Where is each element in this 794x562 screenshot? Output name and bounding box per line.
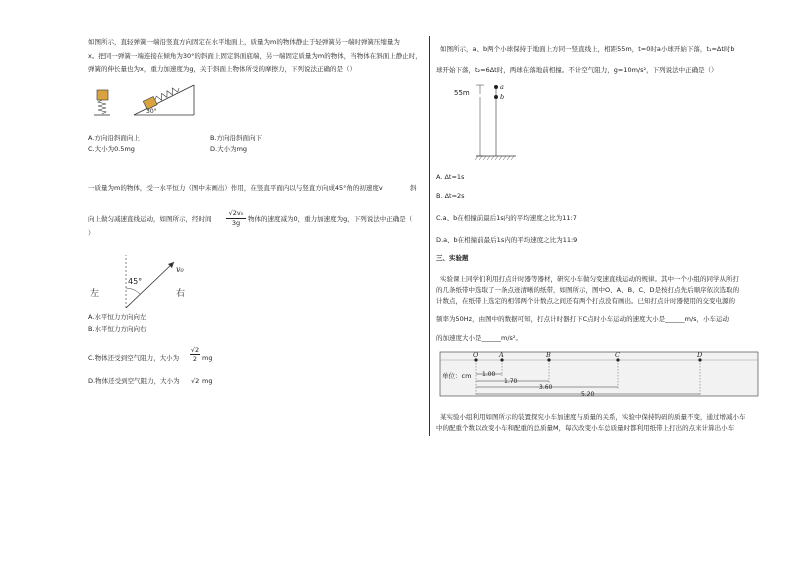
spring-icon <box>98 100 106 114</box>
q4-line5: 的加速度大小是______m/s²。 <box>436 334 523 342</box>
tape-unit: 单位：cm <box>442 372 472 380</box>
tape-label-d: D <box>697 351 703 359</box>
distance-ob: 1.70 <box>504 378 518 385</box>
q4-line4: 频率为50Hz，由图中的数据可知，打点计时器打下C点时小车运动的速度大小是______m/s，小车运动 <box>436 315 730 323</box>
q3-option-a: A. Δt=1s <box>436 173 465 181</box>
q4-line3: 计数点，在纸带上选定的相邻两个计数点之间还有两个打点没有画出。已知打点计时器使用的交变电源的 <box>436 297 735 305</box>
q2-option-d-post: mg <box>202 377 213 385</box>
q1-option-c: C.大小为0.5mg <box>88 145 135 153</box>
q2-option-c-post: mg <box>202 354 213 362</box>
distance-od: 5.20 <box>581 391 595 398</box>
ball-a-icon <box>494 85 498 89</box>
q3-option-b: B. Δt=2s <box>436 192 465 200</box>
incline-surface <box>134 85 194 115</box>
left-label: 左 <box>90 289 100 299</box>
q2-line1b: 斜 <box>410 184 417 192</box>
q5-line1: 某实验小组利用如图所示的装置探究小车加速度与质量的关系，实验中保持钩码的质量不变，通过增减小车 <box>440 413 746 421</box>
q2-velocity-diagram <box>88 250 198 320</box>
q2-line2b: 物体的速度减为0，重力加速度为g，下列说法中正确是（ <box>248 215 413 223</box>
right-label: 右 <box>176 289 186 299</box>
q2-line2a: 向上做匀减速直线运动，如图所示，经时间 <box>88 215 212 223</box>
q2-fraction-den: 3g <box>231 219 241 227</box>
ball-a-label: a <box>500 83 504 91</box>
q1-spring-diagram <box>94 80 204 125</box>
q3-option-d: D.a、b在相撞前最后1s内的平均速度之比为11:9 <box>436 236 578 244</box>
tape-label-c: C <box>615 351 620 359</box>
tape-label-o: O <box>473 351 479 359</box>
q2-fraction-num: √2v₀ <box>228 209 244 217</box>
q1-line3: 弹簧的伸长量也为x，重力加速度为g，关于斜面上物体所受的摩擦力，下列说法正确的是（） <box>88 65 356 73</box>
q4-line2: 的几条纸带中选取了一条点迹清晰的纸带，如图所示，图中O、A、B、C、D是按打点先后顺序依次选取的 <box>436 286 740 294</box>
q1-option-a: A.方向沿斜面向上 <box>88 134 140 142</box>
q3-line2: 球开始下落，t₂=6Δt时，两球在落地前相撞。不计空气阻力，g=10m/s²，下列说法中正确是（） <box>436 66 718 74</box>
angle-label: 30° <box>146 108 157 115</box>
q1-option-b: B.方向沿斜面向下 <box>210 134 263 142</box>
q2-option-c-pre: C.物体还受到空气阻力，大小为 <box>88 354 180 362</box>
q3-balls-diagram <box>454 82 534 162</box>
ball-b-label: b <box>500 93 505 101</box>
tape-label-b: B <box>546 351 551 359</box>
distance-oa: 1.00 <box>482 371 496 378</box>
v0-label: v₀ <box>176 265 184 274</box>
q2-option-a: A.水平恒力方向向左 <box>88 313 147 321</box>
q2-option-b: B.水平恒力方向向右 <box>88 325 147 333</box>
height-label: 55m <box>454 89 470 97</box>
q1-line2: x。把同一弹簧一端连接在倾角为30°的斜面上固定斜面底端，另一端固定质量为m的物体，当物体在斜面上静止时， <box>88 52 422 60</box>
paper-tape-diagram <box>436 348 761 403</box>
block-icon <box>97 90 108 100</box>
q2-option-c-den: 2 <box>192 355 198 363</box>
q2-option-d-pre: D.物体还受到空气阻力，大小为 <box>88 377 180 385</box>
q5-line2: 中的配重个数以改变小车和配重的总质量M，每次改变小车总质量时都利用纸带上打出的点来计算出小车 <box>436 424 735 432</box>
q2-line1a: 一质量为m的物体，受一水平恒力（图中未画出）作用，在竖直平面内以与竖直方向成45°角的初速度v <box>88 184 383 192</box>
section-title: 三、实验题 <box>436 254 469 262</box>
q2-line3: ） <box>88 229 95 237</box>
column-divider <box>429 36 430 436</box>
q1-option-d: D.大小为mg <box>210 145 248 153</box>
tape-label-a: A <box>499 351 504 359</box>
distance-oc: 3.60 <box>539 384 553 391</box>
angle-45-label: 45° <box>128 277 143 286</box>
q4-line1: 实验课上同学们利用打点计时器等器材，研究小车做匀变速直线运动的规律。其中一个小组的同学从所打 <box>440 275 739 283</box>
q3-line1: 如图所示，a、b两个小球保持于地面上方同一竖直线上，相距55m，t=0时a小球开始下落，t₁=Δt时b <box>440 45 735 53</box>
q2-option-c-num: √2 <box>190 346 200 354</box>
q3-option-c: C.a、b在相撞前最后1s内的平均速度之比为11:7 <box>436 214 577 222</box>
q2-option-d-val: √2 <box>191 377 200 385</box>
ball-b-icon <box>494 95 498 99</box>
q1-line1: 如图所示，直轻弹簧一端沿竖直方向固定在水平地面上，质量为m的物体静止于轻弹簧另一端时弹簧压缩量为 <box>88 38 400 46</box>
